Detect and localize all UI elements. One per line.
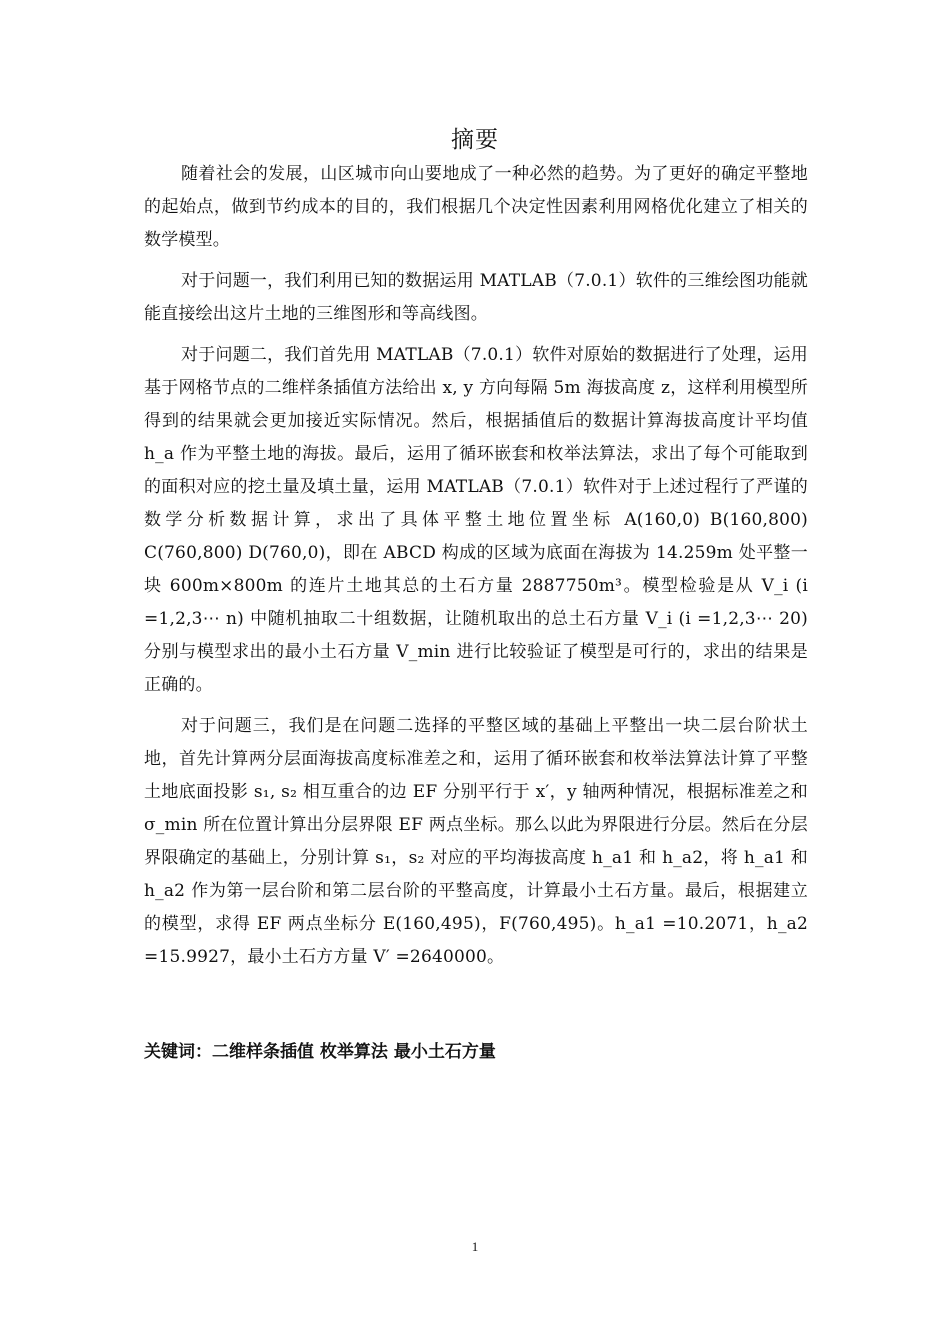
paragraph-problem-1: 对于问题一，我们利用已知的数据运用 MATLAB（7.0.1）软件的三维绘图功能就能直接绘出这片土地的三维图形和等高线图。: [144, 271, 808, 324]
paragraph-problem-3: 对于问题三，我们是在问题二选择的平整区域的基础上平整出一块二层台阶状土地，首先计算两分层面海拔高度标准差之和，运用了循环嵌套和枚举法算法计算了平整土地底面投影 s₁, s₂ 相互重合的边 EF 分别平行于 x′，y 轴两种情况，根据标准差之和 σ_min 所在位置计算出分层界限 EF 两点坐标。那么以此为界限进行分层。然后在分层界限确定的基础上，分别计算 s₁，s₂ 对应的平均海拔高度 h_a1 和 h_a2，将 h_a1 和 h_a2 作为第一层台阶和第二层台阶的平整高度，计算最小土石方量。最后，根据建立的模型，求得 EF 两点坐标分 E(160,495)，F(760,495)。h_a1 =10.2071，h_a2 =15.9927，最小土石方方量 V′ =2640000。: [144, 716, 808, 967]
paragraph-intro: 随着社会的发展，山区城市向山要地成了一种必然的趋势。为了更好的确定平整地的起始点，做到节约成本的目的，我们根据几个决定性因素利用网格优化建立了相关的数学模型。: [144, 164, 808, 250]
paragraph-problem-2: 对于问题二，我们首先用 MATLAB（7.0.1）软件对原始的数据进行了处理，运用基于网格节点的二维样条插值方法给出 x, y 方向每隔 5m 海拔高度 z，这样利用模型所得到的结果就会更加接近实际情况。然后，根据插值后的数据计算海拔高度计平均值 h_a 作为平整土地的海拔。最后，运用了循环嵌套和枚举法算法，求出了每个可能取到的面积对应的挖土量及填土量，运用 MATLAB（7.0.1）软件对于上述过程行了严谨的数学分析数据计算，求出了具体平整土地位置坐标 A(160,0) B(160,800) C(760,800) D(760,0)，即在 ABCD 构成的区域为底面在海拔为 14.259m 处平整一块 600m×800m 的连片土地其总的土石方量 2887750m³。模型检验是从 V_i (i =1,2,3⋯ n) 中随机抽取二十组数据，让随机取出的总土石方量 V_i (i =1,2,3⋯ 20) 分别与模型求出的最小土石方量 V_min 进行比较验证了模型是可行的，求出的结果是正确的。: [144, 345, 808, 695]
page-number: 1: [471, 1239, 479, 1254]
keywords-line: 关键词：二维样条插值 枚举算法 最小土石方量: [144, 1042, 496, 1062]
abstract-title: 摘要: [451, 127, 499, 153]
abstract-body: [144, 158, 808, 974]
